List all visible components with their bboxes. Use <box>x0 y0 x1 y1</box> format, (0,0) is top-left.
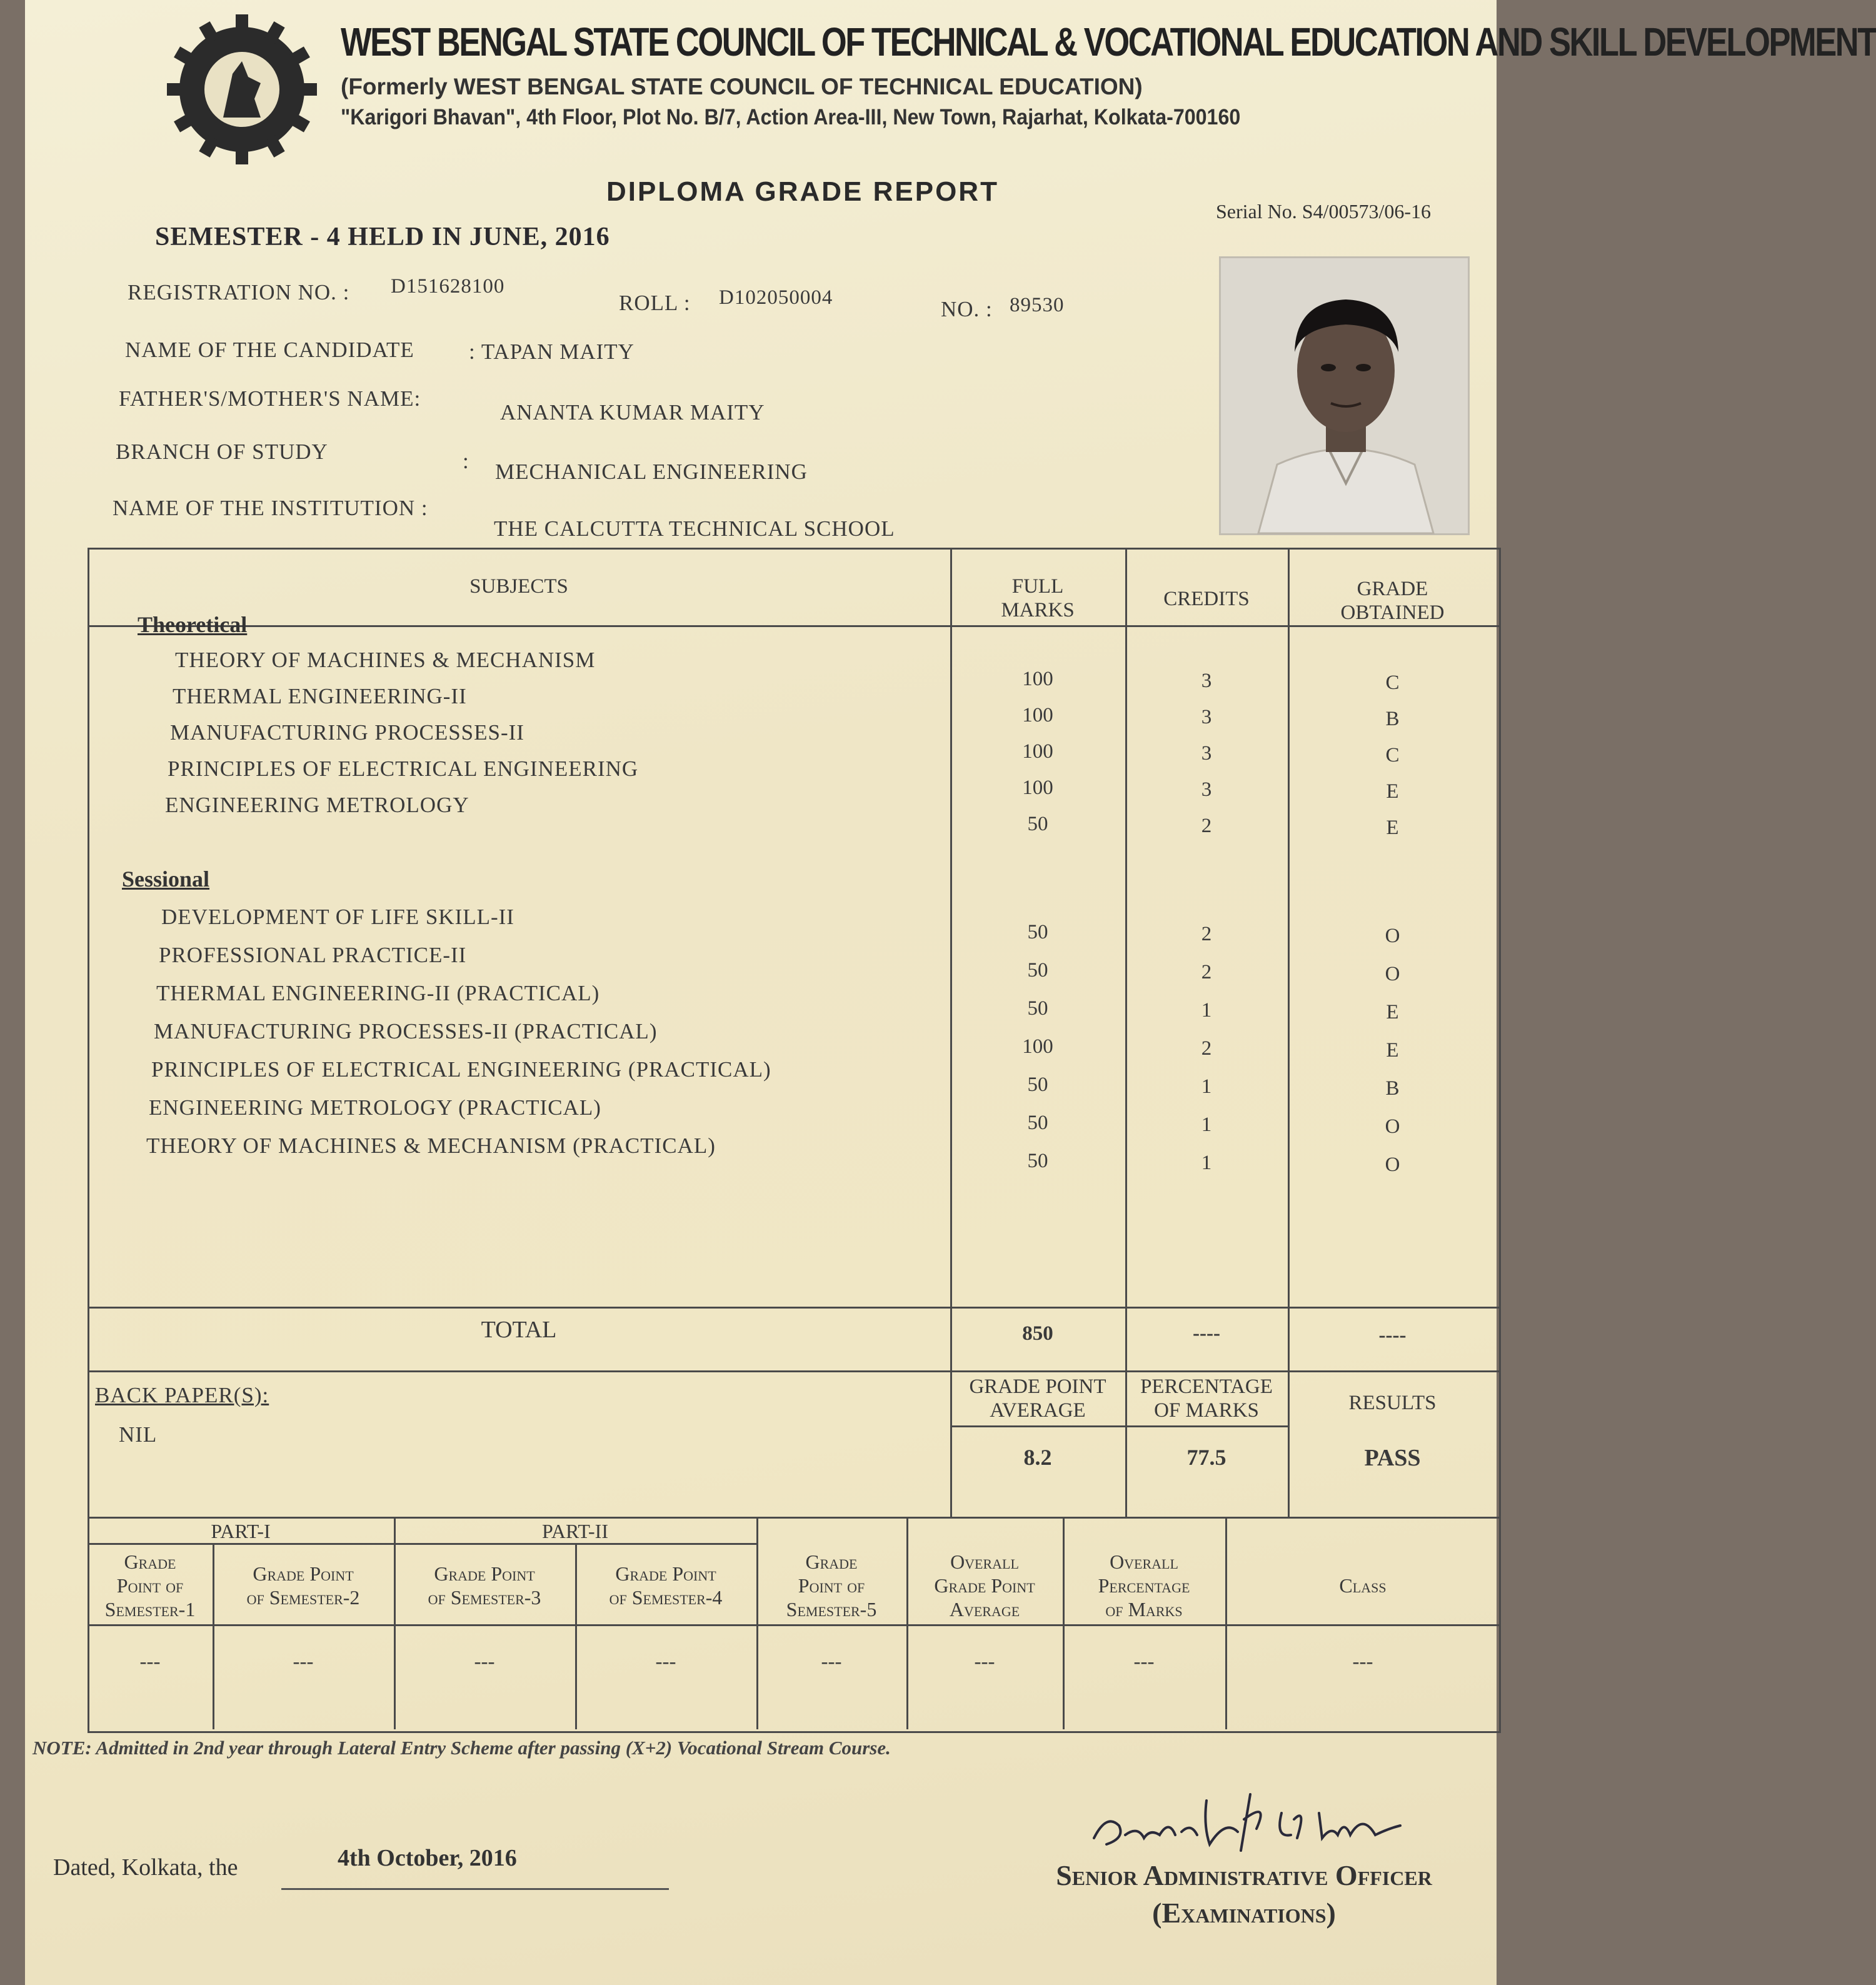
bottom-col-4 <box>756 1517 758 1729</box>
gpa-header-2: AVERAGE <box>990 1399 1086 1422</box>
subject-name: PRINCIPLES OF ELECTRICAL ENGINEERING <box>168 756 639 781</box>
percentage-value: 77.5 <box>1186 1445 1226 1470</box>
back-paper-value: NIL <box>119 1422 158 1447</box>
gpa-header-1: GRADE POINT <box>969 1375 1106 1398</box>
credits-cell: 3 <box>1201 670 1212 692</box>
semester-column-header: Grade Point <box>253 1562 354 1585</box>
grade-header-2: OBTAINED <box>1340 601 1445 624</box>
semester-column-value: --- <box>139 1651 161 1673</box>
semester-column-header: Grade <box>124 1550 176 1573</box>
semester-column-value: --- <box>474 1651 495 1673</box>
semester-column-header: of Semester-2 <box>246 1586 360 1609</box>
subjects-header: SUBJECTS <box>469 575 568 598</box>
semester-column-value: --- <box>1133 1651 1155 1673</box>
officer-title: Senior Administrative Officer <box>1056 1859 1432 1891</box>
grade-cell: B <box>1385 1077 1400 1100</box>
semester-column-header: Point of <box>798 1574 865 1597</box>
semester-column-header: Percentage <box>1098 1574 1190 1597</box>
total-marks: 850 <box>1022 1322 1053 1345</box>
theoretical-section-label: Theoretical <box>138 612 248 637</box>
bottom-col-7 <box>1225 1517 1227 1729</box>
grade-cell: C <box>1385 744 1400 766</box>
candidate-name-label: NAME OF THE CANDIDATE <box>125 338 414 362</box>
branch-value: MECHANICAL ENGINEERING <box>495 460 808 484</box>
subject-name: THERMAL ENGINEERING-II (PRACTICAL) <box>156 981 600 1005</box>
full-marks-cell: 50 <box>1027 1073 1048 1096</box>
result-value: PASS <box>1364 1445 1421 1471</box>
grade-cell: O <box>1385 1153 1400 1176</box>
full-marks-cell: 100 <box>1022 776 1053 799</box>
serial-number: Serial No. S4/00573/06-16 <box>1216 200 1431 223</box>
subject-name: ENGINEERING METROLOGY <box>165 793 469 817</box>
candidate-photo <box>1219 256 1470 535</box>
full-marks-cell: 50 <box>1027 997 1048 1020</box>
grade-report-sheet <box>25 0 1876 1985</box>
number-value: 89530 <box>1010 294 1065 316</box>
officer-designation <box>988 1857 1500 1932</box>
part-2-header: PART-II <box>542 1520 608 1542</box>
full-marks-cell: 50 <box>1027 813 1048 835</box>
summary-header-divider <box>950 1425 1288 1427</box>
credits-cell: 2 <box>1201 923 1212 945</box>
former-name: (Formerly WEST BENGAL STATE COUNCIL OF TECHNICAL EDUCATION) <box>341 74 1143 99</box>
semester-column-header: Grade Point <box>434 1562 535 1585</box>
full-marks-cell: 50 <box>1027 959 1048 982</box>
grade-cell: C <box>1385 671 1400 694</box>
full-marks-cell: 50 <box>1027 921 1048 943</box>
full-marks-header-1: FULL <box>1011 575 1064 598</box>
registration-value: D151628100 <box>391 275 505 298</box>
signature-image <box>1081 1776 1469 1863</box>
total-bottom-divider <box>88 1370 1500 1372</box>
semester-column-header: Semester-5 <box>786 1598 877 1621</box>
full-marks-cell: 100 <box>1022 1035 1053 1058</box>
subject-name: PRINCIPLES OF ELECTRICAL ENGINEERING (PRACTICAL) <box>151 1057 771 1082</box>
registration-label: REGISTRATION NO. : <box>128 280 350 304</box>
semester-column-header: Overall <box>1110 1550 1178 1573</box>
bottom-col-2 <box>394 1517 396 1729</box>
parent-name-value: ANANTA KUMAR MAITY <box>500 400 765 425</box>
credits-cell: 3 <box>1201 742 1212 765</box>
semester-column-header: of Marks <box>1105 1598 1183 1621</box>
subject-name: THEORY OF MACHINES & MECHANISM <box>175 648 596 672</box>
semester-column-value: --- <box>821 1651 842 1673</box>
semester-column-header: Semester-1 <box>104 1598 196 1621</box>
grade-header-1: GRADE <box>1357 578 1428 600</box>
semester-column-header: of Semester-4 <box>609 1586 723 1609</box>
semester-column-header: of Semester-3 <box>428 1586 541 1609</box>
grade-cell: O <box>1385 1115 1400 1138</box>
full-marks-cell: 50 <box>1027 1112 1048 1134</box>
sessional-section-label: Sessional <box>122 867 210 892</box>
subject-name: THEORY OF MACHINES & MECHANISM (PRACTICAL) <box>146 1133 716 1158</box>
semester-column-value: --- <box>293 1651 314 1673</box>
candidate-name-value: : TAPAN MAITY <box>469 339 635 364</box>
semester-column-header: Point of <box>116 1574 184 1597</box>
grade-cell: O <box>1385 925 1400 947</box>
report-title: DIPLOMA GRADE REPORT <box>606 176 999 207</box>
grade-cell: B <box>1385 708 1400 730</box>
council-address: "Karigori Bhavan", 4th Floor, Plot No. B/7, Action Area-III, New Town, Rajarhat, Kolkata-700160 <box>341 105 1241 129</box>
full-marks-cell: 100 <box>1022 668 1053 690</box>
bottom-col-6 <box>1063 1517 1065 1729</box>
total-top-divider <box>88 1307 1500 1309</box>
percentage-header-2: OF MARKS <box>1154 1399 1259 1422</box>
semester-column-header: Overall <box>950 1550 1019 1573</box>
semester-column-value: --- <box>974 1651 995 1673</box>
semester-column-header: Grade Point <box>934 1574 1035 1597</box>
results-header: RESULTS <box>1348 1392 1437 1414</box>
roll-label: ROLL : <box>619 291 691 315</box>
credits-cell: 1 <box>1201 1075 1212 1098</box>
number-label: NO. : <box>941 297 993 321</box>
bottom-col-5 <box>906 1517 908 1729</box>
subject-name: PROFESSIONAL PRACTICE-II <box>159 943 467 967</box>
institution-value: THE CALCUTTA TECHNICAL SCHOOL <box>494 516 895 541</box>
semester-column-value: --- <box>655 1651 676 1673</box>
semester-column-header: Average <box>949 1598 1020 1621</box>
full-marks-cell: 100 <box>1022 704 1053 726</box>
person-photo-icon <box>1221 258 1468 533</box>
semester-column-header: Grade Point <box>615 1562 716 1585</box>
full-marks-cell: 50 <box>1027 1150 1048 1172</box>
officer-department: (Examinations) <box>1152 1897 1336 1929</box>
summary-bottom-divider <box>88 1517 1500 1519</box>
total-label: TOTAL <box>481 1317 557 1343</box>
council-logo <box>164 11 320 168</box>
subject-name: MANUFACTURING PROCESSES-II <box>170 720 524 745</box>
dated-underline <box>281 1888 669 1890</box>
parent-name-label: FATHER'S/MOTHER'S NAME: <box>119 386 421 411</box>
total-credits: ---- <box>1193 1322 1220 1345</box>
grade-cell: O <box>1385 963 1400 985</box>
percentage-header-1: PERCENTAGE <box>1140 1375 1273 1398</box>
credits-cell: 2 <box>1201 815 1212 837</box>
gpa-value: 8.2 <box>1023 1445 1052 1470</box>
full-marks-cell: 100 <box>1022 740 1053 763</box>
full-marks-header-2: MARKS <box>1001 599 1075 621</box>
bottom-header-divider <box>88 1624 1500 1626</box>
subject-name: MANUFACTURING PROCESSES-II (PRACTICAL) <box>154 1019 658 1043</box>
council-name: WEST BENGAL STATE COUNCIL OF TECHNICAL & VOCATIONAL EDUCATION AND SKILL DEVELOPMENT <box>341 19 1876 64</box>
grade-cell: E <box>1386 1001 1399 1023</box>
grade-cell: E <box>1386 1039 1399 1062</box>
roll-value: D102050004 <box>719 286 833 309</box>
dated-label: Dated, Kolkata, the <box>53 1854 238 1881</box>
part-header-divider <box>88 1543 756 1545</box>
credits-header: CREDITS <box>1163 588 1250 610</box>
credits-cell: 2 <box>1201 1037 1212 1060</box>
credits-cell: 1 <box>1201 1152 1212 1174</box>
dated-value: 4th October, 2016 <box>338 1845 517 1871</box>
lateral-entry-note: NOTE: Admitted in 2nd year through Lateral Entry Scheme after passing (X+2) Vocational Stream Course. <box>33 1737 891 1759</box>
semester-column-header: Class <box>1339 1574 1387 1597</box>
credits-cell: 2 <box>1201 961 1212 983</box>
branch-colon: : <box>463 449 469 473</box>
subject-name: ENGINEERING METROLOGY (PRACTICAL) <box>149 1095 601 1120</box>
total-grade: ---- <box>1378 1324 1407 1347</box>
credits-cell: 3 <box>1201 778 1212 801</box>
part-1-header: PART-I <box>211 1520 271 1542</box>
credits-cell: 3 <box>1201 706 1212 728</box>
semester-column-value: --- <box>1352 1651 1373 1673</box>
credits-cell: 1 <box>1201 1113 1212 1136</box>
semester-heading: SEMESTER - 4 HELD IN JUNE, 2016 <box>155 223 610 251</box>
semester-column-header: Grade <box>805 1550 858 1573</box>
branch-label: BRANCH OF STUDY <box>116 440 328 464</box>
grade-cell: E <box>1386 817 1399 839</box>
credits-cell: 1 <box>1201 999 1212 1022</box>
back-paper-label: BACK PAPER(S): <box>95 1383 269 1407</box>
subject-name: DEVELOPMENT OF LIFE SKILL-II <box>161 905 514 929</box>
grade-cell: E <box>1386 780 1399 803</box>
institution-label: NAME OF THE INSTITUTION : <box>113 496 428 520</box>
subject-name: THERMAL ENGINEERING-II <box>173 684 467 708</box>
